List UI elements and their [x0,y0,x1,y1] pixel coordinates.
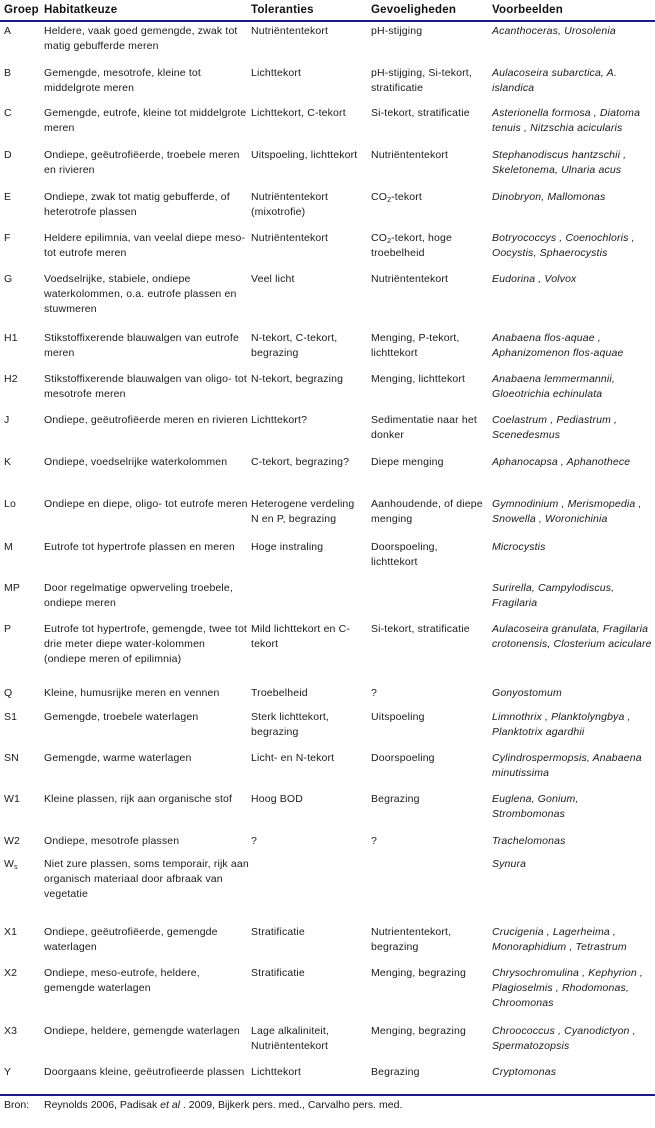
cell-habitat-text: Door regelmatige opwerveling troebele, ondiepe meren [44,582,233,609]
cell-voorbeelden [492,1024,654,1054]
cell-groep [4,455,40,470]
cell-groep-text: D [4,149,12,161]
cell-voorbeelden-text: Aulacoseira subarctica, A. islandica [492,67,617,94]
cell-voorbeelden [492,148,654,178]
cell-groep [4,1065,40,1080]
cell-habitat [44,24,249,54]
cell-toleranties [251,372,365,387]
cell-groep-text: Y [4,1066,12,1078]
cell-groep [4,272,40,287]
cell-groep [4,686,40,701]
cell-toleranties [251,1065,365,1080]
footer-rule [0,1094,655,1096]
cell-gevoeligheden [371,710,487,725]
cell-habitat-text: Voedselrijke, stabiele, ondiepe waterkolommen, o.a. eutrofe plassen en stuwmeren [44,273,237,315]
cell-voorbeelden-text: Dinobryon, Mallomonas [492,191,606,203]
cell-groep [4,331,40,346]
footer-source-post: . 2009, Bijkerk pers. med., Carvalho pers. med. [180,1099,403,1111]
cell-habitat-text: Heldere epilimnia, van veelal diepe meso- tot eutrofe meren [44,232,246,259]
cell-voorbeelden [492,540,654,555]
cell-habitat-text: Ondiepe, heldere, gemengde waterlagen [44,1025,240,1037]
cell-habitat [44,455,249,470]
cell-voorbeelden-text: Anabaena lemmermannii, Gloeotrichia echinulata [492,373,615,400]
cell-groep-text: X1 [4,926,18,938]
cell-groep [4,540,40,555]
cell-voorbeelden [492,66,654,96]
cell-toleranties-text: Licht- en N-tekort [251,752,335,764]
cell-voorbeelden [492,834,654,849]
cell-toleranties [251,686,365,701]
cell-groep-text: K [4,456,12,468]
cell-habitat-text: Niet zure plassen, soms temporair, rijk aan organisch materiaal door afbraak van vegetatie [44,858,249,900]
cell-groep-text: J [4,414,10,426]
cell-groep [4,1024,40,1039]
cell-gevoeligheden-text: pH-stijging [371,25,423,37]
cell-voorbeelden [492,331,654,361]
cell-gevoeligheden-text: Nutriëntentekort [371,149,449,161]
cell-gevoeligheden-text: Doorspoeling, lichttekort [371,541,438,568]
cell-groep-text: MP [4,582,21,594]
footer-source-pre: Reynolds 2006, Padisak [44,1099,161,1111]
cell-groep [4,66,40,81]
cell-toleranties [251,106,365,121]
cell-toleranties [251,190,365,220]
cell-groep-text: SN [4,752,19,764]
cell-voorbeelden [492,190,654,205]
cell-habitat-text: Stikstoffixerende blauwalgen van eutrofe meren [44,332,239,359]
cell-voorbeelden [492,413,654,443]
cell-groep [4,148,40,163]
cell-groep-text: A [4,25,12,37]
cell-voorbeelden [492,497,654,527]
cell-gevoeligheden [371,925,487,955]
cell-gevoeligheden-text: Sedimentatie naar het donker [371,414,477,441]
cell-groep-text: W1 [4,793,21,805]
cell-toleranties [251,751,365,766]
cell-habitat-text: Ondiepe, mesotrofe plassen [44,835,180,847]
cell-gevoeligheden-text: -tekort, hoge troebelheid [371,232,453,259]
cell-habitat [44,66,249,96]
cell-gevoeligheden [371,792,487,807]
cell-habitat [44,106,249,136]
cell-habitat-text: Kleine plassen, rijk aan organische stof [44,793,233,805]
cell-habitat [44,372,249,402]
cell-toleranties-text: Veel licht [251,273,295,285]
cell-toleranties [251,413,365,428]
cell-habitat-text: Gemengde, warme waterlagen [44,752,192,764]
cell-voorbeelden [492,24,654,39]
cell-groep-text: X3 [4,1025,18,1037]
cell-voorbeelden [492,966,654,1011]
cell-gevoeligheden [371,372,487,387]
cell-voorbeelden [492,581,654,611]
cell-groep [4,857,40,872]
cell-toleranties-text: ? [251,835,257,847]
cell-voorbeelden-text: Crucigenia , Lagerheima , Monoraphidium , Tetrastrum [492,926,627,953]
cell-voorbeelden-text: Limnothrix , Planktolyngbya , Planktotrix agardhii [492,711,631,738]
cell-gevoeligheden [371,190,487,205]
cell-gevoeligheden-text: -tekort [391,191,422,203]
cell-toleranties [251,272,365,287]
cell-groep-pre: W [4,858,15,870]
cell-toleranties [251,148,365,163]
cell-voorbeelden-text: Aulacoseira granulata, Fragilaria crotonensis, Closterium aciculare [492,623,652,650]
cell-groep [4,372,40,387]
cell-habitat-text: Kleine, humusrijke meren en vennen [44,687,220,699]
cell-groep-text: W2 [4,835,21,847]
cell-groep [4,106,40,121]
cell-gevoeligheden [371,966,487,981]
cell-habitat [44,966,249,996]
cell-voorbeelden-text: Chroococcus , Cyanodictyon , Spermatozopsis [492,1025,636,1052]
cell-groep-text: C [4,107,12,119]
cell-habitat [44,331,249,361]
cell-habitat-text: Doorgaans kleine, geëutrofieerde plassen [44,1066,245,1078]
cell-gevoeligheden-text: Begrazing [371,793,420,805]
cell-voorbeelden-text: Eudorina , Volvox [492,273,577,285]
cell-gevoeligheden-text: Menging, begrazing [371,967,466,979]
cell-groep [4,834,40,849]
cell-groep [4,966,40,981]
cell-toleranties [251,966,365,981]
cell-habitat [44,231,249,261]
cell-habitat-text: Ondiepe, zwak tot matig gebufferde, of heterotrofe plassen [44,191,230,218]
cell-gevoeligheden-text: ? [371,835,377,847]
header-habitatkeuze: Habitatkeuze [44,4,118,16]
cell-voorbeelden-text: Cylindrospermopsis, Anabaena minutissima [492,752,642,779]
cell-gevoeligheden [371,413,487,443]
cell-voorbeelden-text: Botryococcys , Coenochloris , Oocystis, Sphaerocystis [492,232,635,259]
cell-toleranties [251,231,365,246]
cell-gevoeligheden [371,231,487,261]
cell-gevoeligheden-text: Uitspoeling [371,711,425,723]
cell-habitat-text: Ondiepe, geëutrofiëerde, gemengde waterlagen [44,926,218,953]
cell-voorbeelden-text: Gonyostomum [492,687,562,699]
cell-voorbeelden-text: Synura [492,858,527,870]
cell-groep-text: G [4,273,13,285]
cell-habitat [44,148,249,178]
cell-voorbeelden [492,455,654,470]
cell-habitat-text: Gemengde, troebele waterlagen [44,711,199,723]
cell-gevoeligheden-text: Nutriëntentekort [371,273,449,285]
cell-voorbeelden [492,710,654,740]
cell-voorbeelden [492,751,654,781]
cell-voorbeelden [492,372,654,402]
header-voorbeelden: Voorbeelden [492,4,563,16]
cell-gevoeligheden-text: Begrazing [371,1066,420,1078]
cell-habitat-text: Stikstoffixerende blauwalgen van oligo- tot mesotrofe meren [44,373,247,400]
cell-voorbeelden-text: Acanthoceras, Urosolenia [492,25,616,37]
cell-habitat-text: Eutrofe tot hypertrofe, gemengde, twee tot drie meter diepe water-kolommen (ondiepe meren of epilimnia) [44,623,248,665]
cell-habitat [44,272,249,317]
cell-habitat [44,751,249,766]
cell-habitat [44,190,249,220]
cell-toleranties [251,497,365,527]
cell-toleranties-text: Lichttekort [251,1066,302,1078]
header-groep: Groep [4,4,39,16]
cell-gevoeligheden-pre: CO [371,191,388,203]
cell-voorbeelden [492,686,654,701]
cell-habitat [44,622,249,667]
cell-gevoeligheden [371,66,487,96]
cell-voorbeelden [492,272,654,287]
cell-habitat [44,710,249,725]
cell-groep-text: H2 [4,373,18,385]
cell-voorbeelden-text: Cryptomonas [492,1066,557,1078]
cell-voorbeelden-text: Stephanodiscus hantzschii , Skeletonema, Ulnaria acus [492,149,627,176]
cell-toleranties [251,710,365,740]
cell-gevoeligheden-text: Diepe menging [371,456,444,468]
cell-groep [4,792,40,807]
cell-toleranties-text: C-tekort, begrazing? [251,456,350,468]
cell-gevoeligheden-subscript: 2 [387,197,392,204]
cell-groep [4,710,40,725]
header-gevoeligheden: Gevoeligheden [371,4,457,16]
cell-habitat-text: Ondiepe, geëutrofiëerde meren en rivieren [44,414,249,426]
cell-toleranties [251,331,365,361]
cell-gevoeligheden-text: pH-stijging, Si-tekort, stratificatie [371,67,472,94]
cell-toleranties-text: Mild lichttekort en C-tekort [251,623,350,650]
cell-gevoeligheden-text: Doorspoeling [371,752,435,764]
cell-voorbeelden-text: Coelastrum , Pediastrum , Scenedesmus [492,414,618,441]
cell-groep-text: P [4,623,12,635]
cell-gevoeligheden [371,751,487,766]
cell-groep-subscript: s [14,864,18,871]
cell-gevoeligheden-text: Aanhoudende, of diepe menging [371,498,483,525]
cell-habitat [44,686,249,701]
cell-gevoeligheden [371,106,487,121]
cell-toleranties-text: Lichttekort, C-tekort [251,107,346,119]
cell-toleranties-text: Hoge instraling [251,541,324,553]
cell-toleranties-text: Hoog BOD [251,793,303,805]
cell-gevoeligheden [371,1065,487,1080]
cell-toleranties-text: Lichttekort [251,67,302,79]
cell-groep [4,622,40,637]
cell-voorbeelden-text: Gymnodinium , Merismopedia , Snowella , Woronichinia [492,498,642,525]
cell-toleranties-text: Heterogene verdeling N en P, begrazing [251,498,355,525]
cell-voorbeelden-text: Trachelomonas [492,835,566,847]
cell-toleranties [251,792,365,807]
cell-gevoeligheden [371,540,487,570]
cell-groep-text: Lo [4,498,16,510]
cell-toleranties [251,622,365,652]
cell-voorbeelden-text: Microcystis [492,541,546,553]
cell-groep-text: B [4,67,12,79]
cell-habitat [44,1065,249,1080]
cell-habitat-text: Ondiepe, geëutrofiëerde, troebele meren en rivieren [44,149,240,176]
cell-toleranties [251,540,365,555]
cell-voorbeelden-text: Anabaena flos-aquae , Aphanizomenon flos-aquae [492,332,624,359]
cell-habitat [44,497,249,512]
cell-groep-text: M [4,541,13,553]
cell-groep-text: H1 [4,332,18,344]
cell-toleranties [251,66,365,81]
cell-voorbeelden-text: Aphanocapsa , Aphanothece [492,456,631,468]
cell-habitat [44,1024,249,1039]
cell-toleranties [251,834,365,849]
cell-toleranties [251,455,365,470]
cell-habitat [44,581,249,611]
cell-habitat-text: Ondiepe en diepe, oligo- tot eutrofe meren [44,498,248,510]
cell-habitat [44,834,249,849]
cell-toleranties-text: Lage alkaliniteit, Nutriëntentekort [251,1025,329,1052]
cell-groep [4,581,40,596]
cell-groep [4,751,40,766]
cell-gevoeligheden [371,1024,487,1039]
cell-voorbeelden-text: Surirella, Campylodiscus, Fragilaria [492,582,615,609]
cell-toleranties-text: Stratificatie [251,926,305,938]
cell-voorbeelden [492,857,654,872]
cell-gevoeligheden [371,686,487,701]
cell-voorbeelden [492,231,654,261]
cell-voorbeelden [492,622,654,652]
cell-gevoeligheden-text: Nutriententekort, begrazing [371,926,452,953]
cell-habitat [44,857,249,902]
cell-toleranties-text: N-tekort, C-tekort, begrazing [251,332,338,359]
cell-voorbeelden-text: Euglena, Gonium, Strombomonas [492,793,579,820]
cell-groep-text: E [4,191,12,203]
cell-gevoeligheden-text: ? [371,687,377,699]
cell-groep [4,497,40,512]
cell-gevoeligheden-subscript: 2 [387,238,392,245]
cell-toleranties-text: Troebelheid [251,687,308,699]
cell-gevoeligheden [371,455,487,470]
cell-habitat-text: Ondiepe, voedselrijke waterkolommen [44,456,228,468]
cell-toleranties [251,925,365,940]
cell-gevoeligheden-text: Menging, lichttekort [371,373,466,385]
cell-habitat [44,925,249,955]
cell-habitat [44,540,249,555]
cell-voorbeelden-text: Chrysochromulina , Kephyrion , Plagioselmis , Rhodomonas, Chroomonas [492,967,643,1009]
cell-gevoeligheden [371,272,487,287]
cell-groep-text: F [4,232,11,244]
cell-gevoeligheden-text: Si-tekort, stratificatie [371,107,470,119]
cell-gevoeligheden-text: Si-tekort, stratificatie [371,623,470,635]
cell-gevoeligheden [371,497,487,527]
cell-groep [4,231,40,246]
cell-toleranties-text: Nutriëntentekort (mixotrofie) [251,191,329,218]
cell-gevoeligheden [371,834,487,849]
cell-toleranties-text: Nutriëntentekort [251,25,329,37]
cell-gevoeligheden [371,148,487,163]
cell-habitat [44,792,249,807]
cell-groep [4,925,40,940]
cell-toleranties-text: Uitspoeling, lichttekort [251,149,358,161]
cell-groep-text: S1 [4,711,18,723]
cell-habitat [44,413,249,428]
cell-toleranties [251,24,365,39]
cell-gevoeligheden [371,24,487,39]
cell-habitat-text: Eutrofe tot hypertrofe plassen en meren [44,541,235,553]
cell-toleranties-text: Lichttekort? [251,414,308,426]
cell-voorbeelden [492,1065,654,1080]
cell-habitat-text: Gemengde, eutrofe, kleine tot middelgrote meren [44,107,247,134]
cell-voorbeelden [492,106,654,136]
cell-voorbeelden [492,925,654,955]
cell-habitat-text: Heldere, vaak goed gemengde, zwak tot matig gebufferde meren [44,25,238,52]
header-toleranties: Toleranties [251,4,314,16]
cell-toleranties-text: N-tekort, begrazing [251,373,344,385]
cell-groep [4,190,40,205]
cell-toleranties-text: Sterk lichttekort, begrazing [251,711,329,738]
cell-groep [4,413,40,428]
cell-toleranties [251,1024,365,1054]
footer-source-italic: et al [160,1099,181,1111]
cell-habitat-text: Ondiepe, meso-eutrofe, heldere, gemengde waterlagen [44,967,200,994]
header-rule [0,20,655,22]
footer-label: Bron: [4,1099,30,1111]
cell-gevoeligheden [371,622,487,637]
cell-groep [4,24,40,39]
cell-groep-text: X2 [4,967,18,979]
cell-gevoeligheden-text: Menging, begrazing [371,1025,466,1037]
cell-voorbeelden-text: Asterionella formosa , Diatoma tenuis , Nitzschia acicularis [492,107,641,134]
cell-habitat-text: Gemengde, mesotrofe, kleine tot middelgrote meren [44,67,201,94]
footer-source [44,1098,402,1112]
cell-gevoeligheden-pre: CO [371,232,388,244]
cell-groep-text: Q [4,687,13,699]
cell-toleranties-text: Stratificatie [251,967,305,979]
cell-gevoeligheden [371,331,487,361]
cell-gevoeligheden-text: Menging, P-tekort, lichttekort [371,332,460,359]
cell-toleranties-text: Nutriëntentekort [251,232,329,244]
cell-voorbeelden [492,792,654,822]
